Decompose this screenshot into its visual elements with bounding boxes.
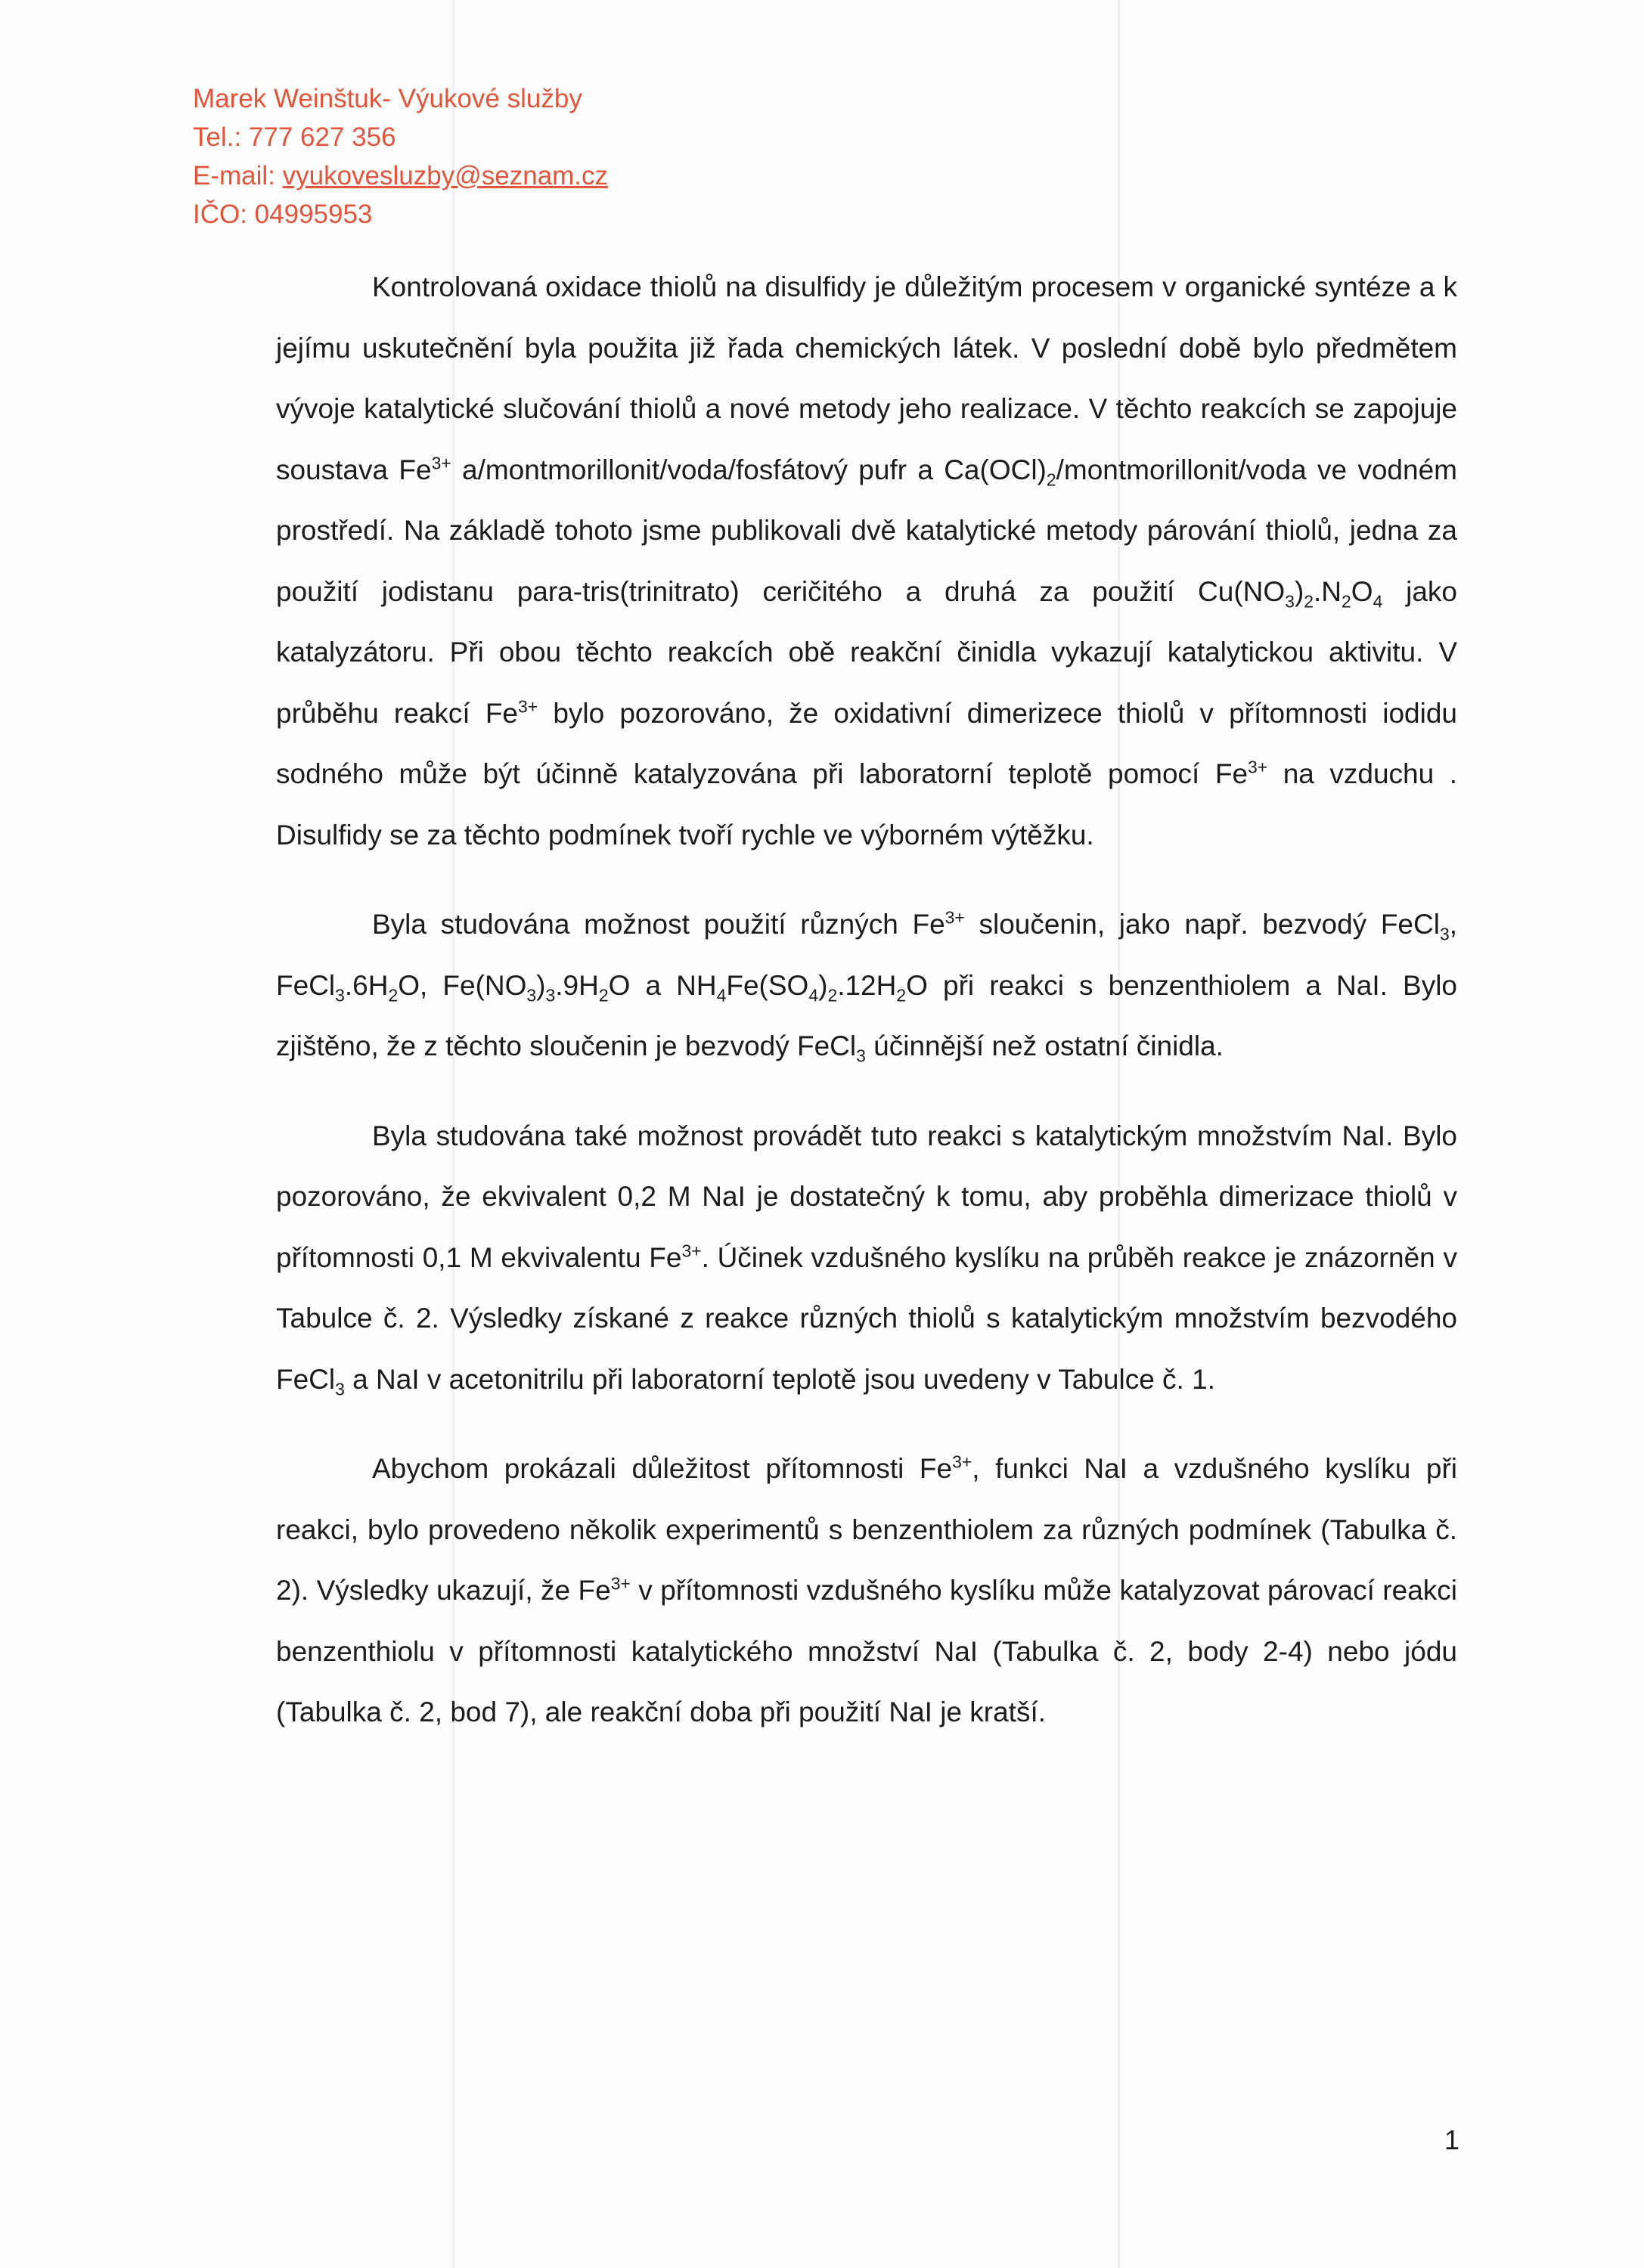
email-label: E-mail: <box>193 161 283 191</box>
paragraph-1: Kontrolovaná oxidace thiolů na disulfidy je důležitým procesem v organické syntéze a k jejímu uskutečnění byla použita již řada chemických látek. V poslední době bylo předmětem vývoje katalytické slučování thiolů a nové metody jeho realizace. V těchto reakcích se zapojuje soustava $Fe^{3+}$ a/montmorillonit/voda/fosfátový pufr a $Ca(OCl)_2/montmorillonit$/voda ve vodném prostředí. Na základě tohoto jsme publikovali dvě katalytické metody párování thiolů, jedna za použití jodistanu para-tris(trinitrato) ceričitého a druhá za použití $Cu(NO_3)_2.N_2O_4$ jako katalyzátoru. Při obou těchto reakcích obě reakční činidla vykazují katalytickou aktivitu. V průběhu reakcí $Fe^{3+}$ bylo pozorováno, že oxidativní dimerizece thiolů v přítomnosti iodidu sodného může být účinně katalyzována při laboratorní teplotě pomocí $Fe^{3+}$ na vzduchu . Disulfidy se za těchto podmínek tvoří rychle ve výborném výtěžku. <box>276 271 1458 850</box>
paragraph-4: Abychom prokázali důležitost přítomnosti $Fe^{3+}$, funkci NaI a vzdušného kyslíku při reakci, bylo provedeno několik experimentů s benzenthiolem za různých podmínek (Tabulka č. 2). Výsledky ukazují, že $Fe^{3+}$ v přítomnosti vzdušného kyslíku může katalyzovat párovací reakci benzenthiolu v přítomnosti katalytického množství NaI (Tabulka č. 2, body 2-4) nebo jódu (Tabulka č. 2, bod 7), ale reakční doba při použití NaI je kratší. <box>276 1452 1457 1727</box>
email-line <box>193 156 608 195</box>
page-number: 1 <box>1444 2124 1460 2155</box>
email-link[interactable]: vyukovesluzby@seznam.cz <box>282 161 609 191</box>
company-id: IČO: 04995953 <box>193 200 373 229</box>
letterhead <box>193 79 608 234</box>
document-body <box>276 257 1457 1772</box>
paragraph-3: Byla studována také možnost provádět tuto reakci s katalytickým množstvím NaI. Bylo pozorováno, že ekvivalent 0,2 M NaI je dostatečný k tomu, aby proběhla dimerizace thiolů v přítomnosti 0,1 M ekvivalentu $Fe^{3+}$. Účinek vzdušného kyslíku na průběh reakce je znázorněn v Tabulce č. 2. Výsledky získané z reakce různých thiolů s katalytickým množstvím bezvodého FeCl$_3$ a NaI v acetonitrilu při laboratorní teplotě jsou uvedeny v Tabulce č. 1. <box>276 1120 1457 1399</box>
phone-number: Tel.: 777 627 356 <box>193 122 396 152</box>
paragraph-2: Byla studována možnost použití různých $Fe^{3+}$ sloučenin, jako např. bezvodý FeCl$_3$, $FeCl_3.6H_2O$, $Fe(NO_3)_3.9H_2O$ a $NH_4Fe(SO_4)_2.12H_2O$ při reakci s benzenthiolem a NaI. Bylo zjištěno, že z těchto sloučenin je bezvodý FeCl$_3$ účinnější než ostatní činidla. <box>276 907 1457 1066</box>
author-name: Marek Weinštuk- Výukové služby <box>193 84 582 113</box>
